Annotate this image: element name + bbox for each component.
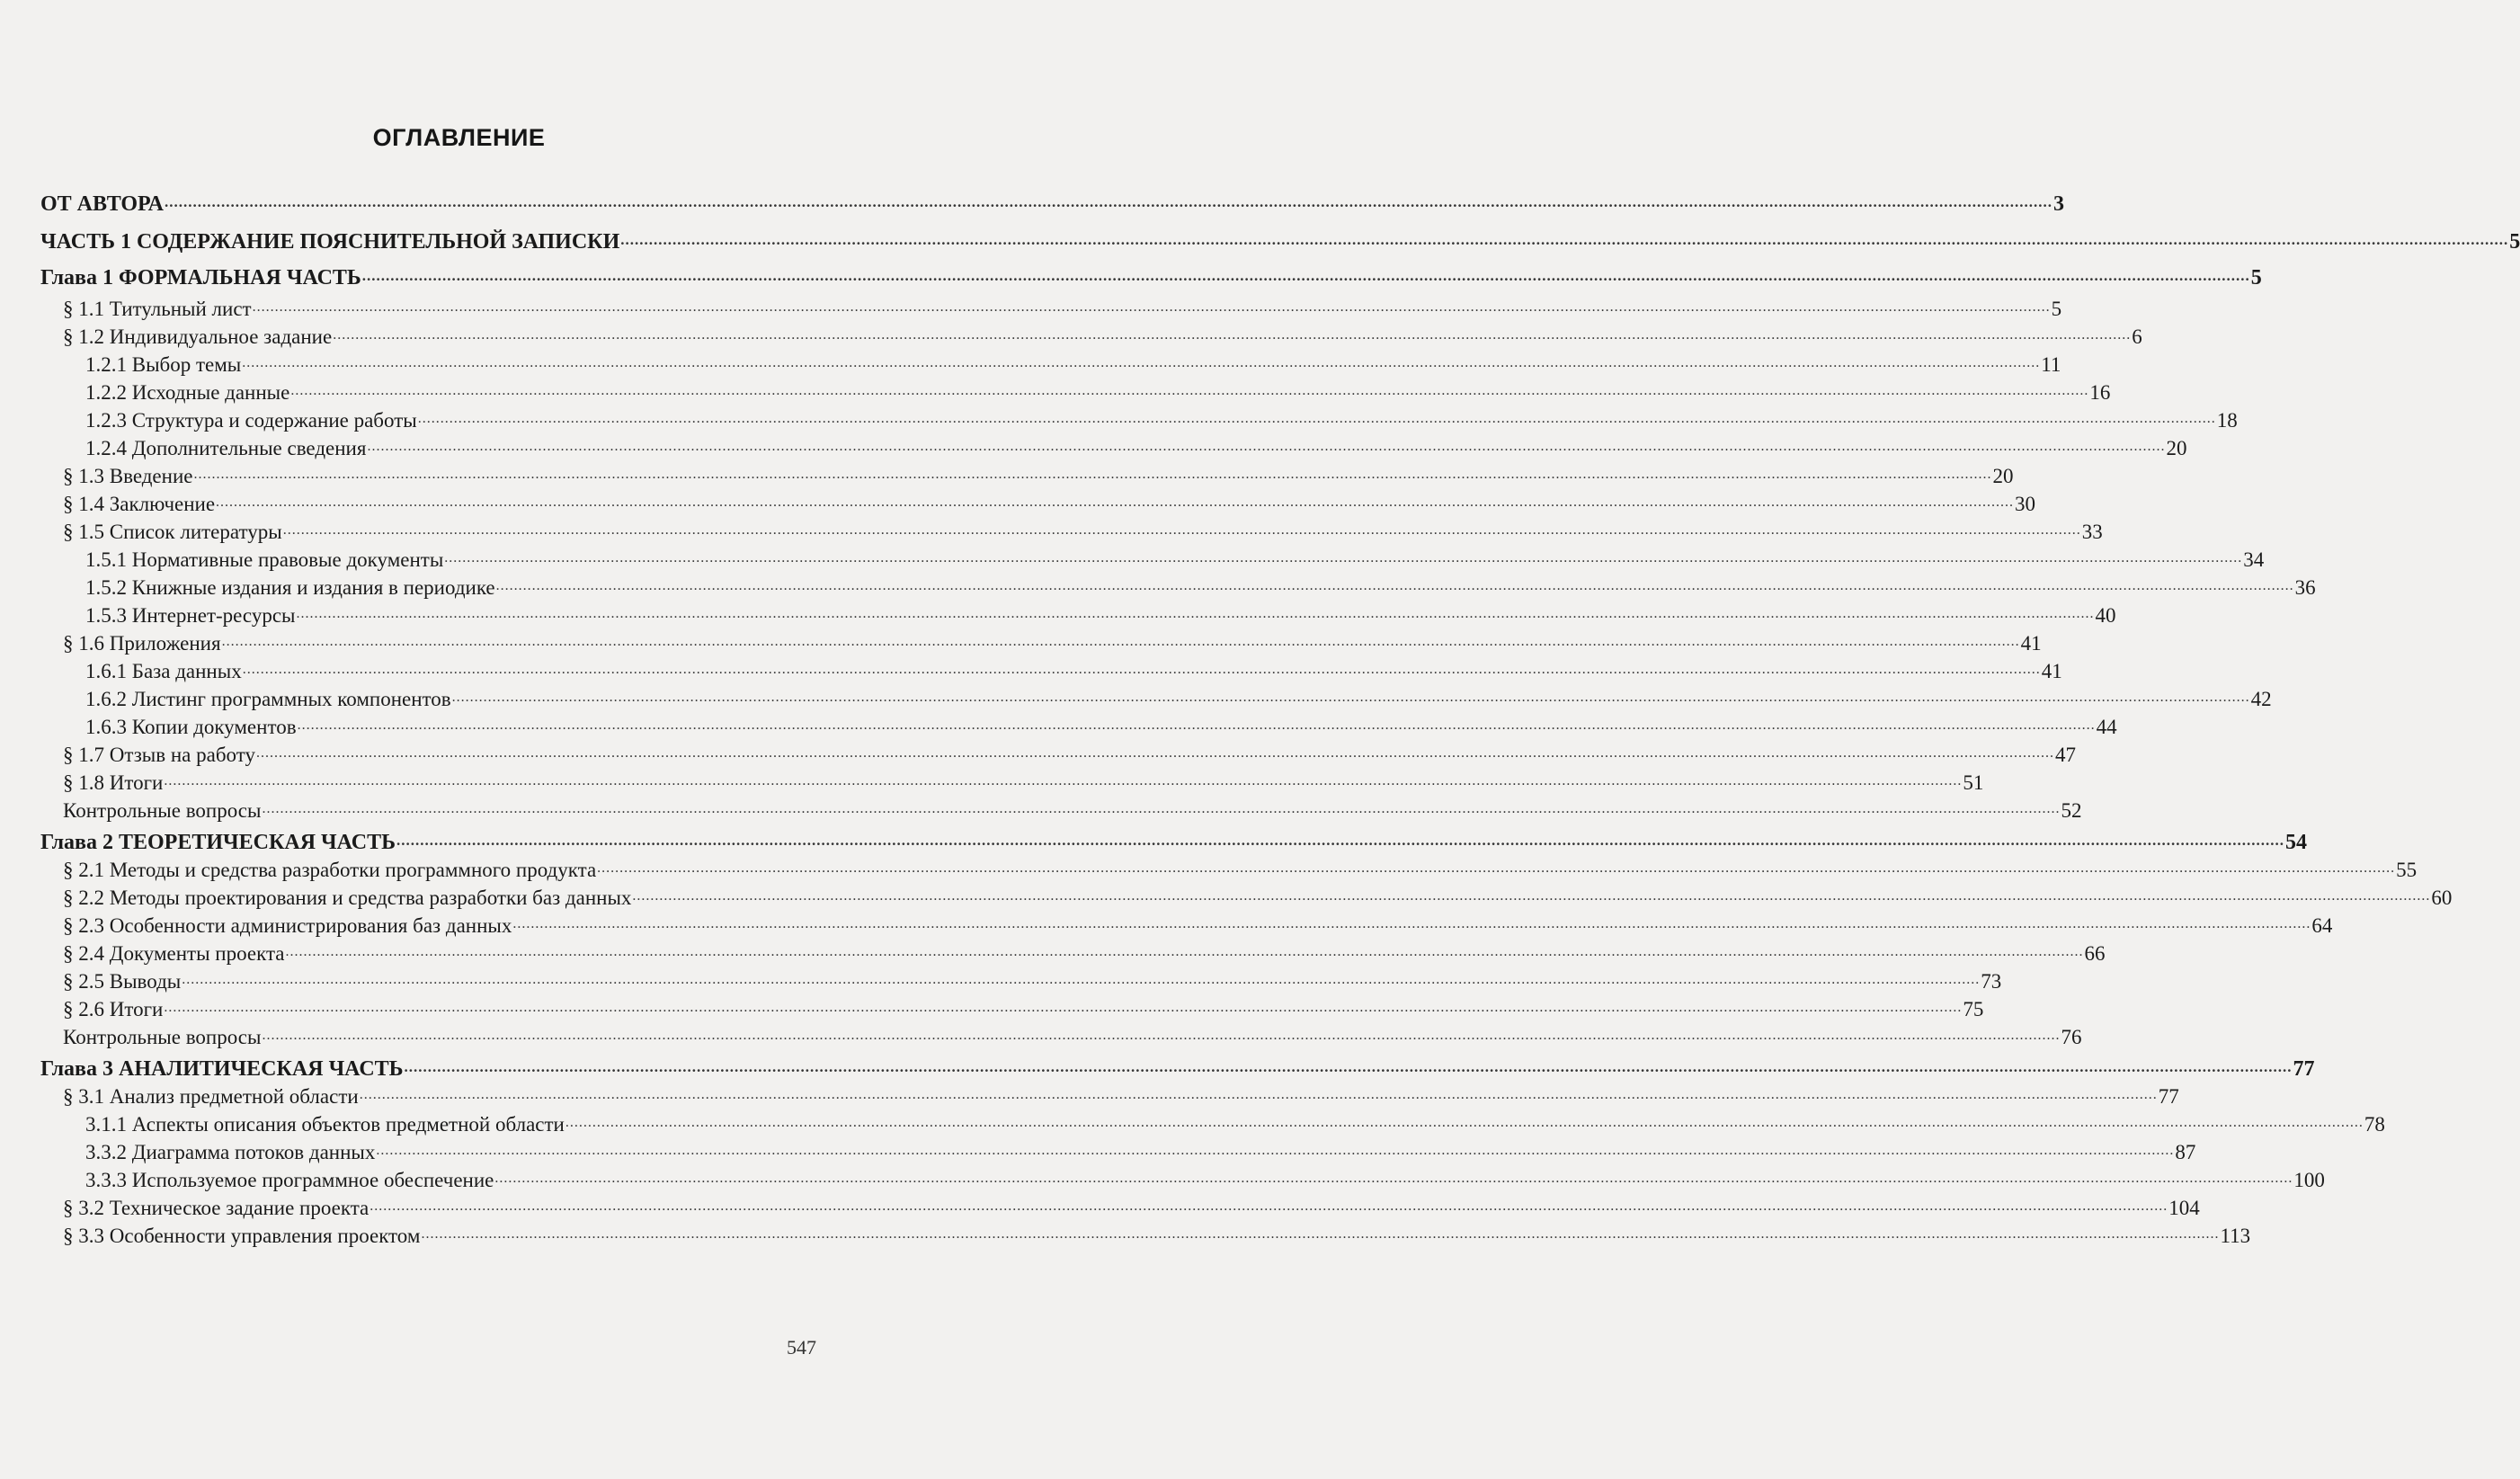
toc-entry-page: 64 (2311, 914, 2333, 937)
dot-leader: ................................................................................................................................................................................................................................................................................................................................................................................................................ (396, 832, 2284, 849)
dot-leader: ................................................................................................................................................................................................................................................................................................................................................................................................................ (164, 193, 2053, 210)
toc-entry (40, 1054, 2315, 1083)
dot-leader: ................................................................................................................................................................................................................................................................................................................................................................................................................ (404, 1058, 2293, 1075)
dot-leader: ................................................................................................................................................................................................................................................................................................................................................................................................................ (262, 1028, 2061, 1043)
toc-entry-title: § 1.1 Титульный лист (63, 298, 252, 320)
dot-leader: ................................................................................................................................................................................................................................................................................................................................................................................................................ (495, 578, 2294, 593)
toc-entry-title: § 3.1 Анализ предметной области (63, 1085, 359, 1108)
toc-entry (63, 855, 2418, 884)
toc-entry (63, 628, 2042, 657)
toc-entry (63, 911, 2333, 940)
dot-leader: ................................................................................................................................................................................................................................................................................................................................................................................................................ (285, 944, 2084, 959)
toc-entry-title: § 1.2 Индивидуальное задание (63, 325, 333, 348)
toc-entry (85, 350, 2061, 379)
toc-entry-page: 55 (2396, 859, 2418, 881)
toc-entry-title: § 1.4 Заключение (63, 493, 216, 515)
toc-entry-page: 54 (2285, 831, 2307, 854)
toc-entry-page: 20 (2166, 437, 2187, 459)
toc-entry-page: 76 (2061, 1026, 2082, 1048)
toc-entry-page: 52 (2061, 799, 2082, 822)
toc-entry-page: 47 (2054, 744, 2076, 766)
toc-entry-title: § 1.3 Введение (63, 465, 193, 487)
toc-entry-page: 40 (2095, 604, 2116, 627)
dot-leader: ................................................................................................................................................................................................................................................................................................................................................................................................................ (359, 1087, 2158, 1102)
toc-entry-title: § 1.7 Отзыв на работу (63, 744, 255, 766)
toc-entry-title: 1.6.2 Листинг программных компонентов (85, 688, 451, 710)
toc-entry (85, 378, 2111, 406)
dot-leader: ................................................................................................................................................................................................................................................................................................................................................................................................................ (632, 888, 2431, 904)
dot-leader: ................................................................................................................................................................................................................................................................................................................................................................................................................ (255, 745, 2054, 761)
toc-entry-title: Глава 1 ФОРМАЛЬНАЯ ЧАСТЬ (40, 266, 361, 290)
toc-entry-title: § 1.6 Приложения (63, 632, 221, 655)
toc-entry-title: 3.1.1 Аспекты описания объектов предметной области (85, 1113, 565, 1136)
toc-entry-page: 36 (2294, 576, 2316, 599)
toc-entry-title: § 2.2 Методы проектирования и средства разработки баз данных (63, 887, 632, 909)
toc-entry-page: 5 (2051, 298, 2062, 320)
toc-entry-title: Глава 2 ТЕОРЕТИЧЕСКАЯ ЧАСТЬ (40, 831, 396, 854)
toc-entry-title: Контрольные вопросы (63, 1026, 262, 1048)
dot-leader: ................................................................................................................................................................................................................................................................................................................................................................................................................ (216, 494, 2015, 510)
toc-entry (63, 1193, 2200, 1222)
dot-leader: ................................................................................................................................................................................................................................................................................................................................................................................................................ (193, 467, 1992, 482)
toc-entry (63, 294, 2062, 323)
toc-entry (85, 1109, 2385, 1138)
toc-entry (63, 1082, 2179, 1110)
toc-entry (63, 967, 2002, 995)
toc-entry (85, 1165, 2325, 1194)
toc-entry-page: 77 (2158, 1085, 2179, 1108)
toc-entry-page: 20 (1992, 465, 2014, 487)
toc-entry (85, 656, 2062, 685)
toc-entry-page: 77 (2293, 1057, 2315, 1081)
toc-entry-page: 60 (2431, 887, 2453, 909)
toc-entry (85, 684, 2272, 713)
toc-entry-title: 1.2.2 Исходные данные (85, 381, 290, 404)
dot-leader: ................................................................................................................................................................................................................................................................................................................................................................................................................ (262, 801, 2061, 816)
toc-entry (63, 1221, 2251, 1250)
dot-leader: ................................................................................................................................................................................................................................................................................................................................................................................................................ (451, 690, 2250, 705)
toc-entry (63, 994, 1984, 1023)
toc-entry (63, 1022, 2082, 1051)
toc-entry (40, 189, 2064, 218)
toc-entry-page: 73 (1981, 970, 2002, 993)
toc-entry-title: 1.2.1 Выбор темы (85, 353, 242, 376)
toc-entry (63, 939, 2106, 967)
dot-leader: ................................................................................................................................................................................................................................................................................................................................................................................................................ (444, 550, 2243, 566)
toc-entry-title: 3.3.2 Диаграмма потоков данных (85, 1141, 376, 1163)
toc-entry (63, 322, 2142, 351)
dot-leader: ................................................................................................................................................................................................................................................................................................................................................................................................................ (620, 231, 2509, 248)
dot-leader: ................................................................................................................................................................................................................................................................................................................................................................................................................ (297, 717, 2096, 733)
toc-entry-page: 42 (2250, 688, 2272, 710)
dot-leader: ................................................................................................................................................................................................................................................................................................................................................................................................................ (417, 411, 2216, 426)
toc-entry-title: § 1.8 Итоги (63, 771, 164, 794)
toc-entry-page: 5 (2250, 266, 2262, 290)
toc-entry (85, 712, 2117, 741)
dot-leader: ................................................................................................................................................................................................................................................................................................................................................................................................................ (333, 327, 2132, 343)
dot-leader: ................................................................................................................................................................................................................................................................................................................................................................................................................ (512, 916, 2311, 931)
dot-leader: ................................................................................................................................................................................................................................................................................................................................................................................................................ (370, 1198, 2168, 1214)
toc-entry-title: 3.3.3 Используемое программное обеспечение (85, 1169, 494, 1191)
toc-entry-page: 75 (1963, 998, 1984, 1020)
toc-entry-page: 44 (2096, 716, 2117, 738)
toc-entry-page: 16 (2089, 381, 2111, 404)
toc-entry-title: 1.5.2 Книжные издания и издания в периодике (85, 576, 495, 599)
toc-entry-page: 78 (2364, 1113, 2385, 1136)
toc-entry (85, 573, 2316, 601)
toc-entry (85, 1137, 2196, 1166)
dot-leader: ................................................................................................................................................................................................................................................................................................................................................................................................................ (290, 383, 2089, 398)
toc-entry (85, 545, 2265, 574)
toc-entry-page: 6 (2132, 325, 2142, 348)
toc-entry-title: Глава 3 АНАЛИТИЧЕСКАЯ ЧАСТЬ (40, 1057, 404, 1081)
toc-entry-page: 11 (2041, 353, 2061, 376)
toc-entry (40, 227, 2520, 255)
toc-entry-page: 3 (2053, 192, 2064, 216)
toc-entry-page: 41 (2041, 660, 2062, 682)
toc-entry-page: 33 (2081, 521, 2103, 543)
toc-entry-page: 113 (2220, 1225, 2251, 1247)
toc-entry-page: 100 (2293, 1169, 2325, 1191)
toc-entry (63, 489, 2036, 518)
toc-entry-page: 87 (2175, 1141, 2196, 1163)
toc-entry-title: 1.2.4 Дополнительные сведения (85, 437, 367, 459)
toc-entry-title: ОТ АВТОРА (40, 192, 164, 216)
toc-entry (40, 263, 2262, 291)
dot-leader: ................................................................................................................................................................................................................................................................................................................................................................................................................ (421, 1226, 2220, 1242)
dot-leader: ................................................................................................................................................................................................................................................................................................................................................................................................................ (376, 1143, 2175, 1158)
page-number: 547 (787, 1336, 816, 1359)
toc-entry-title: § 3.3 Особенности управления проектом (63, 1225, 421, 1247)
toc-entry-title: 1.6.1 База данных (85, 660, 242, 682)
toc-entry (63, 796, 2082, 824)
dot-leader: ................................................................................................................................................................................................................................................................................................................................................................................................................ (221, 634, 2020, 649)
toc-entry-page: 104 (2168, 1197, 2200, 1219)
toc-entry-title: 1.6.3 Копии документов (85, 716, 297, 738)
toc-entry-title: Контрольные вопросы (63, 799, 262, 822)
dot-leader: ................................................................................................................................................................................................................................................................................................................................................................................................................ (494, 1171, 2293, 1186)
toc-entry-title: 1.2.3 Структура и содержание работы (85, 409, 417, 432)
dot-leader: ................................................................................................................................................................................................................................................................................................................................................................................................................ (182, 972, 1981, 987)
toc-entry-page: 41 (2020, 632, 2042, 655)
toc-entry (63, 768, 1984, 797)
toc-entry-title: § 2.1 Методы и средства разработки программного продукта (63, 859, 597, 881)
toc-entry-title: ЧАСТЬ 1 СОДЕРЖАНИЕ ПОЯСНИТЕЛЬНОЙ ЗАПИСКИ (40, 230, 620, 254)
toc-entry (63, 517, 2103, 546)
toc-entry-title: 1.5.3 Интернет-ресурсы (85, 604, 296, 627)
toc-entry-title: § 2.6 Итоги (63, 998, 164, 1020)
dot-leader: ................................................................................................................................................................................................................................................................................................................................................................................................................ (252, 299, 2051, 315)
toc-entry-page: 5 (2509, 230, 2520, 254)
toc-entry (85, 405, 2238, 434)
toc-entry (63, 883, 2453, 912)
toc-entry-title: § 2.3 Особенности администрирования баз данных (63, 914, 512, 937)
dot-leader: ................................................................................................................................................................................................................................................................................................................................................................................................................ (164, 773, 1963, 789)
dot-leader: ................................................................................................................................................................................................................................................................................................................................................................................................................ (367, 439, 2166, 454)
dot-leader: ................................................................................................................................................................................................................................................................................................................................................................................................................ (282, 522, 2081, 538)
dot-leader: ................................................................................................................................................................................................................................................................................................................................................................................................................ (361, 267, 2250, 284)
toc-entry (40, 827, 2307, 856)
toc-entry-title: § 3.2 Техническое задание проекта (63, 1197, 370, 1219)
toc-entry (85, 433, 2187, 462)
toc-entry-title: 1.5.1 Нормативные правовые документы (85, 548, 444, 571)
dot-leader: ................................................................................................................................................................................................................................................................................................................................................................................................................ (164, 1000, 1963, 1015)
toc-entry-page: 51 (1963, 771, 1984, 794)
page-title: ОГЛАВЛЕНИЕ (372, 124, 546, 151)
dot-leader: ................................................................................................................................................................................................................................................................................................................................................................................................................ (565, 1115, 2364, 1130)
toc-entry-page: 18 (2216, 409, 2238, 432)
toc-entry-page: 34 (2243, 548, 2265, 571)
toc-entry (63, 461, 2014, 490)
toc-entry (85, 601, 2116, 629)
toc-entry-title: § 2.4 Документы проекта (63, 942, 285, 965)
toc-entry-title: § 2.5 Выводы (63, 970, 182, 993)
dot-leader: ................................................................................................................................................................................................................................................................................................................................................................................................................ (242, 662, 2041, 677)
dot-leader: ................................................................................................................................................................................................................................................................................................................................................................................................................ (597, 860, 2396, 876)
toc-entry-title: § 1.5 Список литературы (63, 521, 282, 543)
toc-entry-page: 66 (2084, 942, 2106, 965)
toc-entry-page: 30 (2015, 493, 2036, 515)
dot-leader: ................................................................................................................................................................................................................................................................................................................................................................................................................ (296, 606, 2095, 621)
dot-leader: ................................................................................................................................................................................................................................................................................................................................................................................................................ (242, 355, 2041, 370)
toc-entry (63, 740, 2076, 769)
